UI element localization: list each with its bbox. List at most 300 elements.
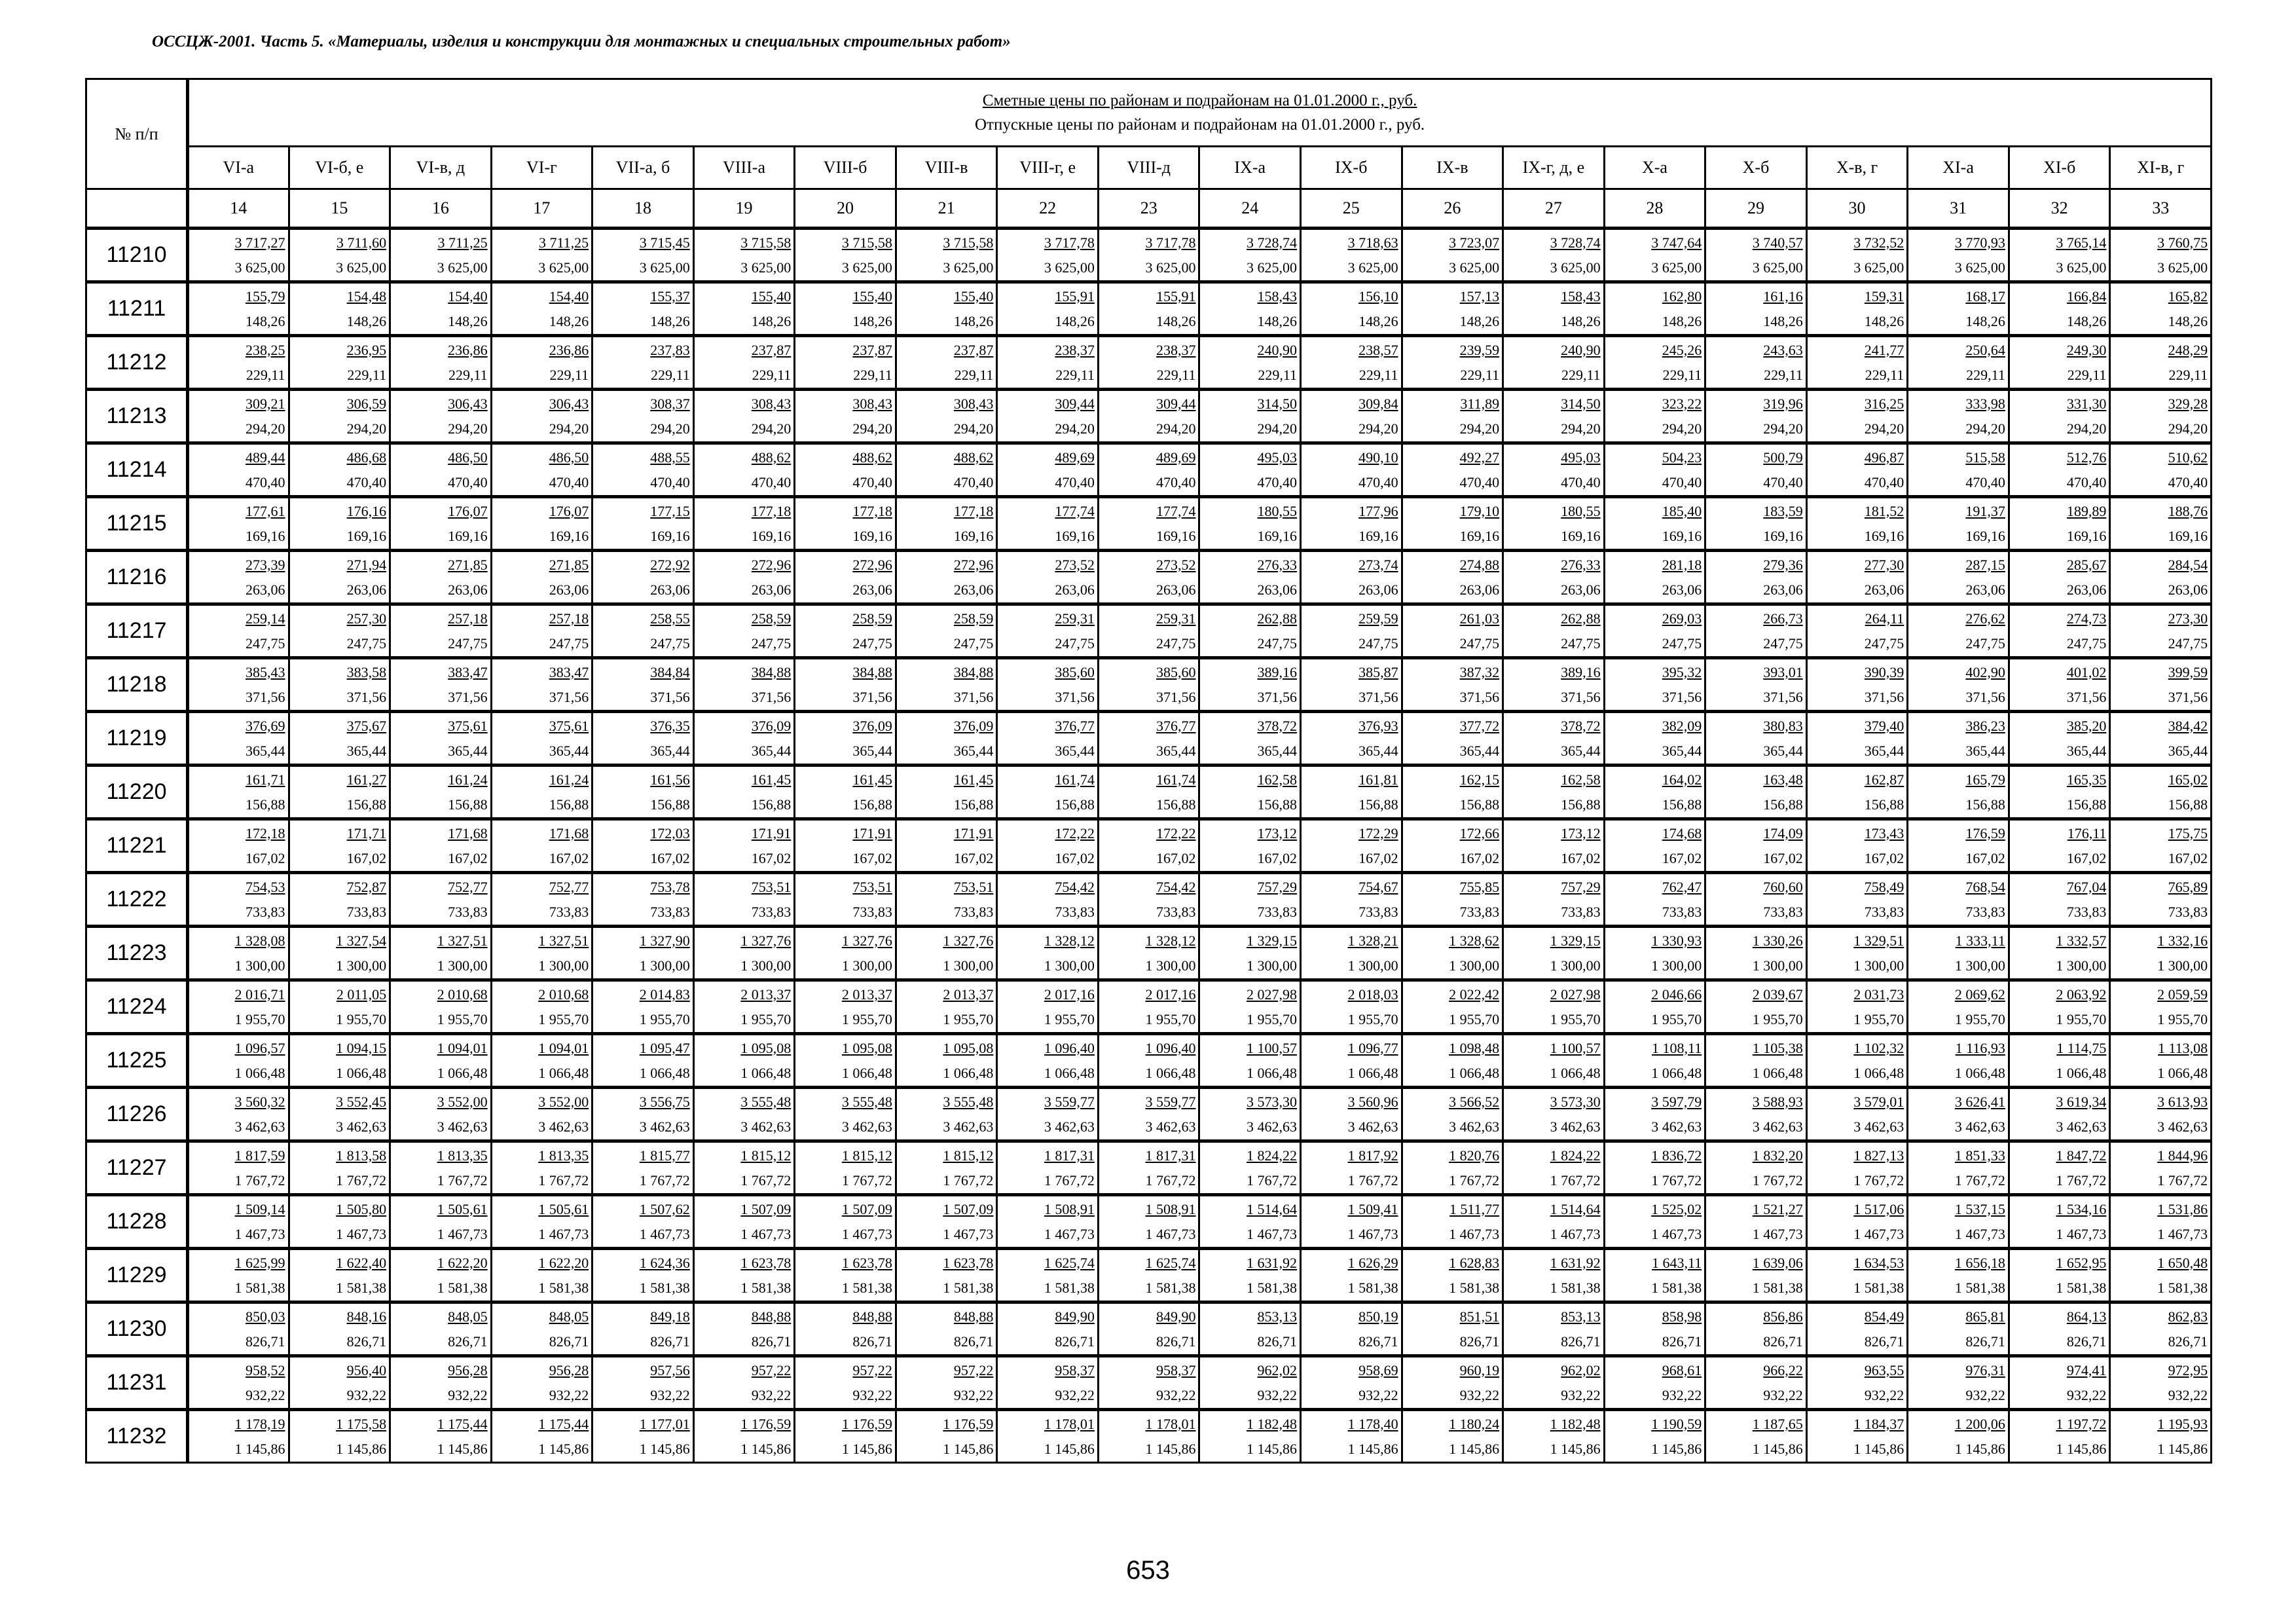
release-price: 156,88 [1662,796,1702,813]
price-cell [896,282,997,336]
release-price: 169,16 [549,527,589,544]
estimated-price: 174,68 [1662,824,1702,841]
release-price: 1 066,48 [1550,1064,1601,1081]
item-number: 11212 [86,336,188,390]
price-cell [1503,766,1605,819]
estimated-price: 385,43 [246,663,285,680]
price-cell [2009,1034,2110,1088]
estimated-price: 1 832,20 [1752,1147,1803,1164]
price-cell [1908,980,2009,1034]
column-number: 19 [693,189,795,229]
price-cell [1503,980,1605,1034]
price-cell [491,927,592,980]
price-cell [1806,497,1908,551]
price-cell [188,1141,289,1195]
table-row [86,1249,2212,1302]
release-price: 1 767,72 [538,1172,589,1189]
estimated-price: 1 507,09 [841,1200,892,1217]
estimated-price: 273,52 [1156,556,1196,573]
release-price: 733,83 [246,903,285,920]
item-number: 11223 [86,927,188,980]
estimated-price: 1 100,57 [1550,1039,1601,1056]
release-price: 1 581,38 [234,1279,285,1296]
release-price: 826,71 [1459,1333,1500,1350]
price-cell [1098,336,1199,390]
price-cell [1098,658,1199,712]
release-price: 247,75 [1257,635,1298,652]
estimated-price: 488,55 [650,449,690,466]
estimated-price: 3 711,25 [539,234,589,251]
release-price: 148,26 [1358,312,1398,329]
release-price: 1 145,86 [1044,1440,1095,1457]
release-price: 167,02 [2066,849,2107,866]
price-cell [1705,927,1807,980]
release-price: 169,16 [751,527,792,544]
release-price: 1 300,00 [740,957,792,974]
release-price: 1 467,73 [1247,1225,1298,1242]
price-cell [2110,229,2212,282]
release-price: 365,44 [346,742,387,759]
price-cell [1199,497,1301,551]
release-price: 229,11 [651,366,690,383]
price-cell [2110,390,2212,443]
estimated-price: 1 650,48 [2157,1254,2208,1271]
estimated-price: 1 514,64 [1247,1200,1298,1217]
price-cell [2009,1410,2110,1463]
release-price: 148,26 [246,312,285,329]
estimated-price: 960,19 [1459,1361,1500,1378]
release-price: 932,22 [1864,1386,1904,1403]
price-cell [592,282,694,336]
price-cell [693,819,795,873]
estimated-price: 382,09 [1662,717,1702,734]
release-price: 247,75 [1358,635,1398,652]
release-price: 1 581,38 [1853,1279,1904,1296]
estimated-price: 1 817,31 [1044,1147,1095,1164]
estimated-price: 1 178,01 [1044,1415,1095,1432]
estimated-price: 162,58 [1561,771,1601,788]
release-price: 247,75 [346,635,387,652]
estimated-price: 177,74 [1156,502,1196,519]
release-price: 365,44 [1561,742,1601,759]
estimated-price: 1 178,01 [1145,1415,1196,1432]
price-cell [390,282,492,336]
price-cell [997,336,1099,390]
estimated-price: 250,64 [1965,341,2005,358]
estimated-price: 262,88 [1561,610,1601,627]
price-cell [1806,282,1908,336]
price-cell [188,712,289,766]
estimated-price: 376,77 [1156,717,1196,734]
estimated-price: 389,16 [1561,663,1601,680]
estimated-price: 1 332,57 [2056,932,2107,949]
price-cell [1199,604,1301,658]
release-price: 169,16 [2168,527,2208,544]
release-price: 826,71 [1358,1333,1398,1350]
price-cell [1301,390,1402,443]
estimated-price: 306,43 [549,395,589,412]
estimated-price: 1 200,06 [1954,1415,2005,1432]
estimated-price: 161,56 [650,771,690,788]
release-price: 371,56 [1864,688,1904,705]
estimated-price: 489,69 [1156,449,1196,466]
table-row [86,873,2212,927]
price-cell [795,1410,896,1463]
price-cell [592,1195,694,1249]
release-price: 470,40 [751,473,792,490]
price-cell [1908,712,2009,766]
release-price: 229,11 [853,366,892,383]
estimated-price: 237,87 [751,341,792,358]
price-cell [592,497,694,551]
estimated-price: 274,73 [2066,610,2107,627]
price-cell [1806,873,1908,927]
price-cell [592,551,694,604]
price-cell [997,1195,1099,1249]
release-price: 3 462,63 [2157,1118,2208,1135]
estimated-price: 375,67 [346,717,387,734]
release-price: 263,06 [650,581,690,598]
price-cell [997,443,1099,497]
price-cell [2009,712,2110,766]
estimated-price: 1 815,12 [841,1147,892,1164]
price-cell [289,229,390,282]
release-price: 3 625,00 [1145,259,1196,276]
estimated-price: 2 014,83 [639,986,690,1003]
price-cell [592,712,694,766]
estimated-price: 1 113,08 [2157,1039,2208,1056]
price-cell [1503,1249,1605,1302]
release-price: 247,75 [1459,635,1500,652]
release-price: 733,83 [1055,903,1095,920]
estimated-price: 1 508,91 [1044,1200,1095,1217]
estimated-price: 3 626,41 [1954,1093,2005,1110]
region-header: VII-a, б [592,147,694,189]
price-cell [1705,712,1807,766]
price-cell [1199,1249,1301,1302]
price-cell [1503,658,1605,712]
estimated-price: 1 327,54 [336,932,387,949]
estimated-price: 248,29 [2168,341,2208,358]
estimated-price: 2 031,73 [1853,986,1904,1003]
estimated-price: 3 732,52 [1853,234,1904,251]
release-price: 365,44 [448,742,488,759]
release-price: 167,02 [2168,849,2208,866]
price-cell [491,390,592,443]
price-cell [289,443,390,497]
price-cell [795,819,896,873]
estimated-price: 161,27 [346,771,387,788]
price-cell [997,712,1099,766]
price-cell [1705,497,1807,551]
price-cell [896,1141,997,1195]
release-price: 1 066,48 [538,1064,589,1081]
estimated-price: 2 039,67 [1752,986,1803,1003]
estimated-price: 383,47 [448,663,488,680]
price-cell [2009,497,2110,551]
release-price: 470,40 [346,473,387,490]
estimated-price: 161,16 [1763,287,1803,304]
release-price: 1 467,73 [1145,1225,1196,1242]
release-price: 3 462,63 [1044,1118,1095,1135]
estimated-price: 171,68 [448,824,488,841]
estimated-price: 2 017,16 [1145,986,1196,1003]
estimated-price: 3 715,58 [740,234,792,251]
price-cell [1402,712,1503,766]
release-price: 294,20 [1055,420,1095,437]
estimated-price: 272,96 [751,556,792,573]
price-cell [795,282,896,336]
release-price: 826,71 [1156,1333,1196,1350]
price-cell [289,873,390,927]
release-price: 1 145,86 [234,1440,285,1457]
estimated-price: 177,61 [246,502,285,519]
estimated-price: 1 178,40 [1347,1415,1398,1432]
release-price: 733,83 [953,903,994,920]
price-cell [1806,927,1908,980]
release-price: 1 767,72 [1247,1172,1298,1189]
price-cell [997,980,1099,1034]
price-cell [1199,1088,1301,1141]
estimated-price: 266,73 [1763,610,1803,627]
price-cell [997,1356,1099,1410]
release-price: 3 625,00 [1044,259,1095,276]
price-cell [1098,1410,1199,1463]
price-cell [795,1141,896,1195]
estimated-price: 3 556,75 [639,1093,690,1110]
estimated-price: 377,72 [1459,717,1500,734]
release-price: 1 581,38 [2157,1279,2208,1296]
release-price: 1 467,73 [740,1225,792,1242]
price-cell [1806,604,1908,658]
price-cell [795,980,896,1034]
estimated-price: 1 623,78 [943,1254,994,1271]
price-cell [1402,443,1503,497]
estimated-price: 306,43 [448,395,488,412]
price-cell [1806,229,1908,282]
price-cell [188,819,289,873]
price-cell [491,336,592,390]
estimated-price: 237,83 [650,341,690,358]
release-price: 263,06 [1156,581,1196,598]
price-cell [1301,604,1402,658]
release-price: 3 625,00 [841,259,892,276]
price-cell [1199,819,1301,873]
release-price: 1 145,86 [2056,1440,2107,1457]
release-price: 365,44 [1763,742,1803,759]
release-price: 263,06 [1864,581,1904,598]
release-price: 1 955,70 [1752,1010,1803,1027]
estimated-price: 1 175,58 [336,1415,387,1432]
price-cell [1806,336,1908,390]
release-price: 3 462,63 [538,1118,589,1135]
price-cell [2110,1249,2212,1302]
release-price: 3 625,00 [639,259,690,276]
price-cell [896,712,997,766]
price-cell [997,604,1099,658]
price-cell [390,1356,492,1410]
column-number: 25 [1301,189,1402,229]
release-price: 294,20 [2066,420,2107,437]
price-cell [693,1088,795,1141]
release-price: 1 066,48 [1145,1064,1196,1081]
price-cell [896,980,997,1034]
release-price: 470,40 [1662,473,1702,490]
release-price: 167,02 [246,849,285,866]
price-cell [289,551,390,604]
price-cell [2110,282,2212,336]
price-cell [795,229,896,282]
price-cell [1806,443,1908,497]
price-cell [2009,390,2110,443]
price-cell [1402,1088,1503,1141]
estimated-price: 1 327,51 [437,932,488,949]
release-price: 294,20 [1864,420,1904,437]
table-row [86,229,2212,282]
estimated-price: 1 820,76 [1449,1147,1500,1164]
estimated-price: 1 182,48 [1550,1415,1601,1432]
release-price: 247,75 [852,635,892,652]
release-price: 156,88 [2168,796,2208,813]
estimated-price: 1 534,16 [2056,1200,2107,1217]
price-cell [1098,551,1199,604]
release-price: 167,02 [1763,849,1803,866]
price-cell [491,1195,592,1249]
estimated-price: 486,50 [549,449,589,466]
estimated-price: 399,59 [2168,663,2208,680]
release-price: 1 581,38 [1954,1279,2005,1296]
estimated-price: 1 327,76 [943,932,994,949]
price-cell [1806,658,1908,712]
release-price: 470,40 [953,473,994,490]
release-price: 263,06 [1459,581,1500,598]
release-price: 826,71 [1561,1333,1601,1350]
estimated-price: 2 069,62 [1954,986,2005,1003]
release-price: 1 467,73 [1347,1225,1398,1242]
release-price: 470,40 [2168,473,2208,490]
item-number: 11220 [86,766,188,819]
release-price: 247,75 [2168,635,2208,652]
price-cell [795,443,896,497]
estimated-price: 1 329,51 [1853,932,1904,949]
item-number: 11213 [86,390,188,443]
item-number: 11219 [86,712,188,766]
estimated-price: 1 184,37 [1853,1415,1904,1432]
price-cell [1402,1195,1503,1249]
price-cell [390,1302,492,1356]
estimated-price: 757,29 [1257,878,1298,895]
estimated-price: 1 514,64 [1550,1200,1601,1217]
estimated-price: 385,20 [2066,717,2107,734]
price-cell [997,229,1099,282]
price-cell [1098,1302,1199,1356]
release-price: 169,16 [1763,527,1803,544]
price-cell [1098,390,1199,443]
price-cell [896,390,997,443]
price-cell [1098,1088,1199,1141]
estimated-price: 489,44 [246,449,285,466]
estimated-price: 2 063,92 [2056,986,2107,1003]
table-row [86,766,2212,819]
price-cell [1503,1088,1605,1141]
price-cell [592,390,694,443]
price-cell [1806,1088,1908,1141]
price-cell [592,336,694,390]
price-cell [289,604,390,658]
estimated-price: 162,58 [1257,771,1298,788]
release-price: 247,75 [1864,635,1904,652]
estimated-price: 515,58 [1965,449,2005,466]
release-price: 247,75 [549,635,589,652]
estimated-price: 180,55 [1257,502,1298,519]
release-price: 1 467,73 [1449,1225,1500,1242]
price-cell [1301,712,1402,766]
release-price: 365,44 [953,742,994,759]
estimated-price: 957,56 [650,1361,690,1378]
estimated-price: 3 559,77 [1145,1093,1196,1110]
estimated-price: 767,04 [2066,878,2107,895]
price-cell [1098,980,1199,1034]
estimated-price: 173,12 [1561,824,1601,841]
estimated-price: 1 178,19 [234,1415,285,1432]
estimated-price: 848,88 [751,1308,792,1325]
price-cell [1908,604,2009,658]
release-price: 3 462,63 [1752,1118,1803,1135]
estimated-price: 3 552,00 [437,1093,488,1110]
estimated-price: 2 013,37 [943,986,994,1003]
estimated-price: 3 588,93 [1752,1093,1803,1110]
price-cell [997,927,1099,980]
release-price: 3 625,00 [1449,259,1500,276]
item-number: 11215 [86,497,188,551]
release-price: 294,20 [2168,420,2208,437]
release-price: 1 066,48 [336,1064,387,1081]
release-price: 365,44 [751,742,792,759]
estimated-price: 273,30 [2168,610,2208,627]
estimated-price: 177,18 [953,502,994,519]
estimated-price: 3 728,74 [1550,234,1601,251]
release-price: 365,44 [1965,742,2005,759]
region-header: VI-a [188,147,289,189]
table-row [86,336,2212,390]
price-cell [1705,980,1807,1034]
estimated-price: 161,45 [852,771,892,788]
release-price: 3 462,63 [1449,1118,1500,1135]
price-cell [896,1034,997,1088]
estimated-price: 238,25 [246,341,285,358]
price-cell [693,1141,795,1195]
estimated-price: 154,48 [346,287,387,304]
price-cell [491,1088,592,1141]
release-price: 932,22 [2168,1386,2208,1403]
estimated-price: 171,91 [852,824,892,841]
release-price: 169,16 [650,527,690,544]
column-number: 33 [2110,189,2212,229]
release-price: 156,88 [1156,796,1196,813]
price-cell [390,336,492,390]
price-cell [2110,497,2212,551]
release-price: 247,75 [1561,635,1601,652]
release-price: 1 581,38 [1449,1279,1500,1296]
price-cell [1908,497,2009,551]
price-cell [896,443,997,497]
price-cell [2110,980,2212,1034]
estimated-price: 281,18 [1662,556,1702,573]
release-price: 156,88 [549,796,589,813]
release-price: 1 300,00 [1550,957,1601,974]
price-cell [390,819,492,873]
release-price: 826,71 [1864,1333,1904,1350]
